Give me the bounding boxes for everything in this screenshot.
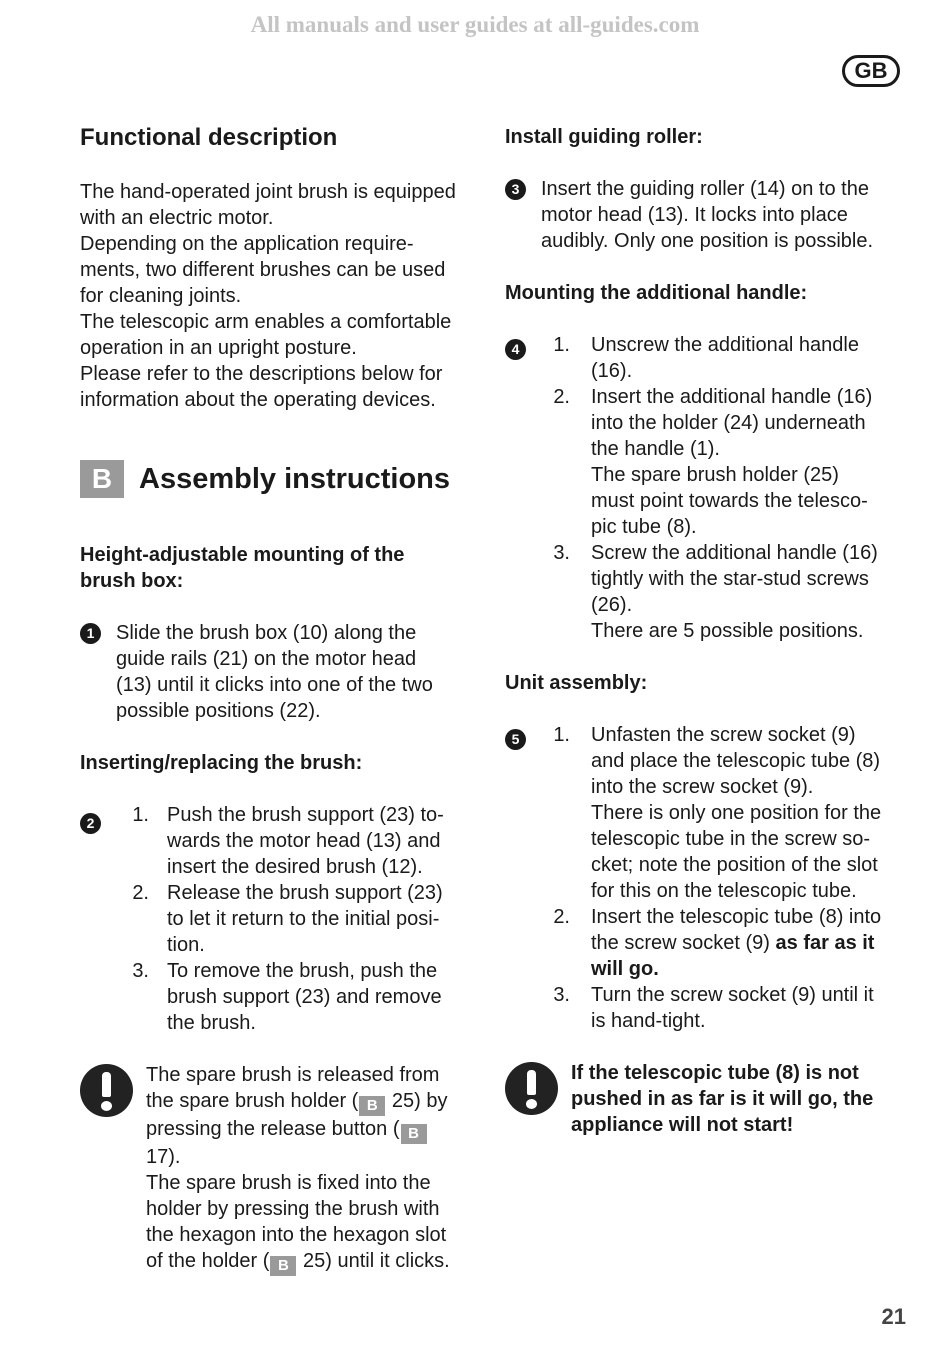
inserting-heading: Inserting/replacing the brush: bbox=[80, 752, 363, 774]
list-number: 3. bbox=[132, 960, 149, 982]
text-line: The telescopic arm enables a comfortable bbox=[80, 311, 452, 333]
text-line: Insert the telescopic tube (8) into bbox=[591, 906, 882, 928]
text-line: Depending on the application require- bbox=[80, 233, 414, 255]
page-number: 21 bbox=[881, 1304, 906, 1329]
list-item bbox=[80, 958, 480, 1036]
section-b-ref-icon: B bbox=[401, 1124, 427, 1144]
step-4 bbox=[505, 332, 910, 644]
text-line: Unscrew the additional handle bbox=[591, 334, 859, 356]
text-line: into the screw socket (9). bbox=[591, 776, 814, 798]
step-number-icon: 2 bbox=[80, 813, 101, 834]
text-fragment: the screw socket (9) bbox=[591, 932, 776, 954]
text-line: appliance will not start! bbox=[571, 1114, 794, 1136]
text-fragment: the spare brush holder ( bbox=[146, 1090, 359, 1112]
text-line bbox=[146, 1248, 480, 1276]
text-line: cket; note the position of the slot bbox=[591, 854, 878, 876]
text-line: 17). bbox=[146, 1146, 181, 1168]
text-line: To remove the brush, push the bbox=[167, 960, 438, 982]
text-line: The spare brush is released from bbox=[146, 1064, 440, 1086]
text-line: (26). bbox=[591, 594, 633, 616]
list-item bbox=[505, 982, 910, 1034]
text-line: Please refer to the descriptions below for bbox=[80, 363, 443, 385]
text-line: Insert the guiding roller (14) on to the bbox=[541, 178, 869, 200]
text-line: possible positions (22). bbox=[116, 700, 321, 722]
list-number: 2. bbox=[132, 882, 149, 904]
step-number-icon: 3 bbox=[505, 179, 526, 200]
text-line: the hexagon into the hexagon slot bbox=[146, 1224, 447, 1246]
text-line: Slide the brush box (10) along the bbox=[116, 622, 417, 644]
list-number: 3. bbox=[553, 984, 570, 1006]
step-number-icon: 5 bbox=[505, 729, 526, 750]
text-line bbox=[146, 1088, 480, 1116]
text-line: There is only one position for the bbox=[591, 802, 882, 824]
step-3 bbox=[505, 176, 910, 254]
functional-text bbox=[80, 179, 480, 413]
text-line: motor head (13). It locks into place bbox=[541, 204, 848, 226]
list-item bbox=[80, 802, 480, 880]
list-item bbox=[505, 904, 910, 982]
text-fragment: of the holder ( bbox=[146, 1250, 270, 1272]
text-fragment: 25) until it clicks. bbox=[297, 1250, 450, 1272]
step-5 bbox=[505, 722, 910, 1034]
watermark: All manuals and user guides at all-guides.com bbox=[250, 12, 700, 37]
section-b-ref-icon: B bbox=[359, 1096, 385, 1116]
text-line: pic tube (8). bbox=[591, 516, 697, 538]
text-line: and place the telescopic tube (8) bbox=[591, 750, 881, 772]
text-line: brush support (23) and remove bbox=[167, 986, 442, 1008]
list-item bbox=[505, 384, 910, 540]
step-2 bbox=[80, 802, 480, 1036]
text-line: The spare brush is fixed into the bbox=[146, 1172, 431, 1194]
list-number: 2. bbox=[553, 906, 570, 928]
text-line: audibly. Only one position is possible. bbox=[541, 230, 874, 252]
text-line bbox=[146, 1116, 480, 1144]
text-line: holder by pressing the brush with bbox=[146, 1198, 440, 1220]
list-item bbox=[505, 540, 910, 644]
text-line: into the holder (24) underneath bbox=[591, 412, 866, 434]
list-item bbox=[505, 332, 910, 384]
text-line: The hand-operated joint brush is equipped bbox=[80, 181, 456, 203]
text-line: pushed in as far is it will go, the bbox=[571, 1088, 874, 1110]
text-line: for cleaning joints. bbox=[80, 285, 242, 307]
text-line: to let it return to the initial posi- bbox=[167, 908, 440, 930]
height-adjust-heading: Height-adjustable mounting of the bbox=[80, 544, 405, 566]
step-number-icon: 1 bbox=[80, 623, 101, 644]
step-number-icon: 4 bbox=[505, 339, 526, 360]
text-line: must point towards the telesco- bbox=[591, 490, 868, 512]
text-line bbox=[591, 930, 910, 956]
handle-heading: Mounting the additional handle: bbox=[505, 282, 808, 304]
emphasis-text: as far as it bbox=[775, 932, 875, 954]
text-line: insert the desired brush (12). bbox=[167, 856, 423, 878]
text-line: the brush. bbox=[167, 1012, 256, 1034]
list-item bbox=[80, 880, 480, 958]
text-line: telescopic tube in the screw so- bbox=[591, 828, 871, 850]
text-line bbox=[591, 956, 910, 982]
text-line: Insert the additional handle (16) bbox=[591, 386, 873, 408]
text-line: guide rails (21) on the motor head bbox=[116, 648, 417, 670]
unit-heading: Unit assembly: bbox=[505, 672, 648, 694]
list-item bbox=[505, 722, 910, 904]
list-number: 1. bbox=[553, 724, 570, 746]
section-b-ref-icon: B bbox=[270, 1256, 296, 1276]
section-b-badge: B bbox=[80, 460, 124, 498]
assembly-section-header bbox=[80, 460, 480, 498]
exclamation-icon bbox=[80, 1064, 133, 1117]
list-number: 1. bbox=[132, 804, 149, 826]
emphasis-text: will go. bbox=[591, 958, 659, 980]
text-line: (16). bbox=[591, 360, 633, 382]
warning-note bbox=[80, 1062, 480, 1276]
guiding-heading: Install guiding roller: bbox=[505, 126, 703, 148]
text-line: for this on the telescopic tube. bbox=[591, 880, 857, 902]
text-line: Release the brush support (23) bbox=[167, 882, 443, 904]
functional-heading: Functional description bbox=[80, 124, 338, 151]
list-number: 1. bbox=[553, 334, 570, 356]
text-line: ments, two different brushes can be used bbox=[80, 259, 446, 281]
text-line: wards the motor head (13) and bbox=[167, 830, 441, 852]
text-line: If the telescopic tube (8) is not bbox=[571, 1062, 859, 1084]
text-fragment: pressing the release button ( bbox=[146, 1118, 400, 1140]
language-badge: GB bbox=[842, 55, 900, 87]
step-1 bbox=[80, 620, 480, 724]
exclamation-icon bbox=[505, 1062, 558, 1115]
text-line: The spare brush holder (25) bbox=[591, 464, 839, 486]
text-line: operation in an upright posture. bbox=[80, 337, 357, 359]
text-line: There are 5 possible positions. bbox=[591, 620, 864, 642]
assembly-heading: Assembly instructions bbox=[139, 463, 451, 495]
text-line: Push the brush support (23) to- bbox=[167, 804, 444, 826]
warning-note bbox=[505, 1060, 910, 1138]
list-number: 2. bbox=[553, 386, 570, 408]
text-line: Unfasten the screw socket (9) bbox=[591, 724, 856, 746]
list-number: 3. bbox=[553, 542, 570, 564]
text-fragment: 25) by bbox=[386, 1090, 448, 1112]
height-adjust-heading: brush box: bbox=[80, 570, 184, 592]
text-line: with an electric motor. bbox=[80, 207, 274, 229]
right-column bbox=[505, 124, 910, 1138]
text-line: tion. bbox=[167, 934, 205, 956]
text-line: information about the operating devices. bbox=[80, 389, 436, 411]
text-line: the handle (1). bbox=[591, 438, 720, 460]
text-line: is hand-tight. bbox=[591, 1010, 706, 1032]
text-line: Turn the screw socket (9) until it bbox=[591, 984, 874, 1006]
text-line: Screw the additional handle (16) bbox=[591, 542, 878, 564]
text-line: tightly with the star-stud screws bbox=[591, 568, 869, 590]
left-column bbox=[80, 124, 480, 1276]
text-line: (13) until it clicks into one of the two bbox=[116, 674, 433, 696]
